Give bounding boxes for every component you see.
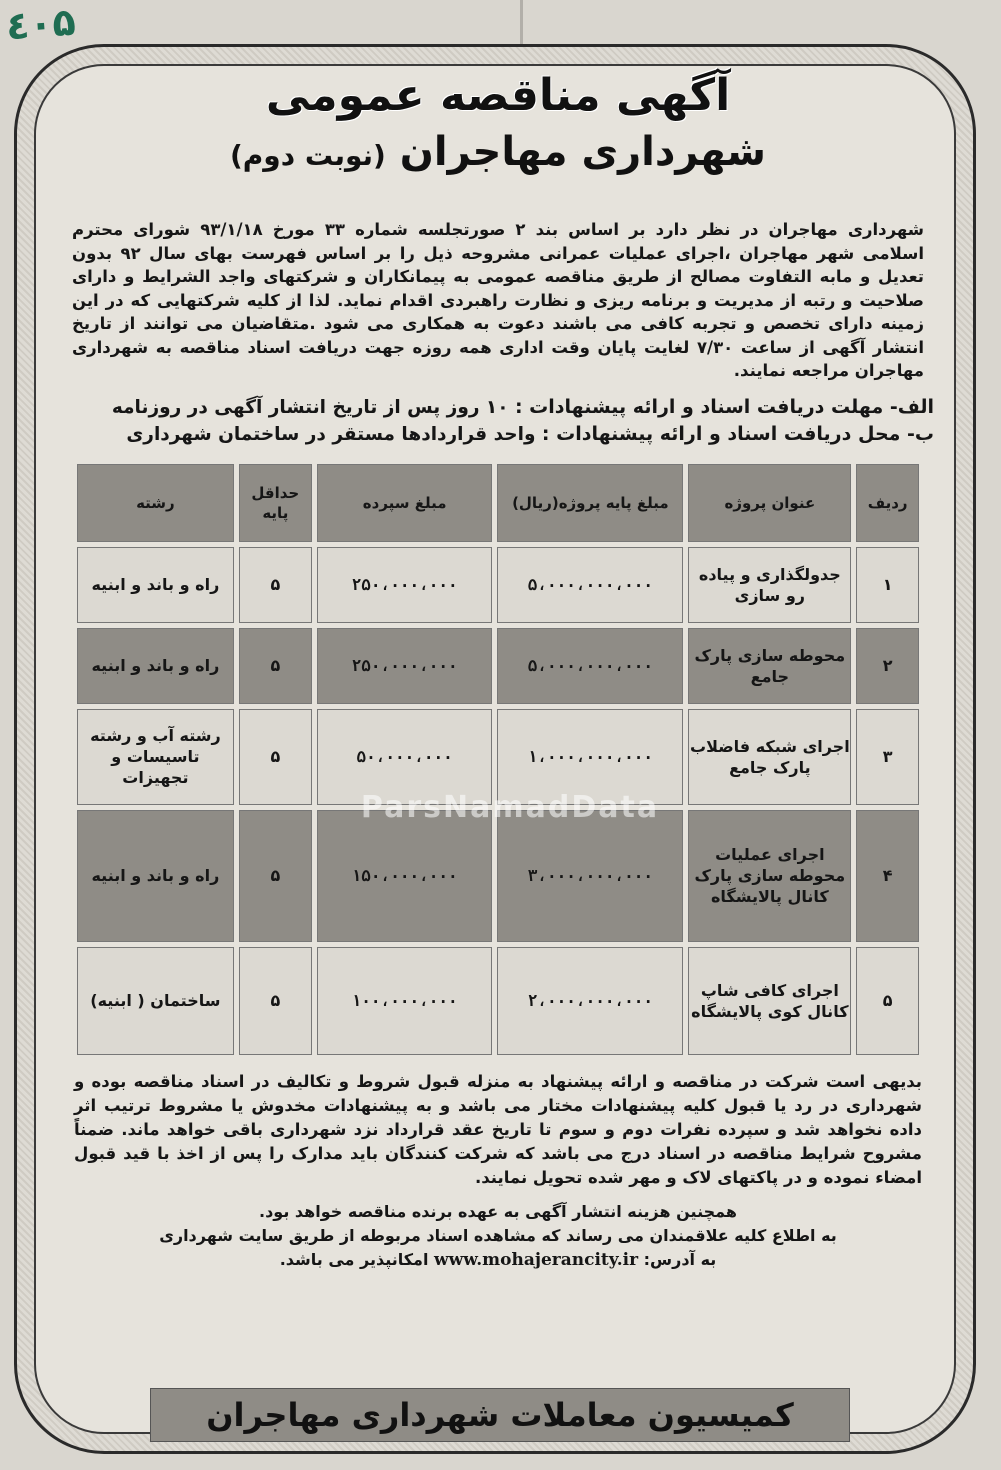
row-number: ۵ <box>856 947 919 1055</box>
header-row-number: ردیف <box>856 464 919 542</box>
project-title: اجرای کافی شاپ کانال کوی پالایشگاه <box>688 947 851 1055</box>
row-number: ۴ <box>856 810 919 942</box>
min-grade: ۵ <box>239 547 312 623</box>
row-number: ۱ <box>856 547 919 623</box>
min-grade: ۵ <box>239 628 312 704</box>
base-amount: ۲،۰۰۰،۰۰۰،۰۰۰ <box>497 947 683 1055</box>
header-base-amount: مبلغ پایه پروژه(ریال) <box>497 464 683 542</box>
field: راه و باند و ابنیه <box>77 810 234 942</box>
deposit-amount: ۱۵۰،۰۰۰،۰۰۰ <box>317 810 493 942</box>
address-line <box>58 1248 938 1272</box>
page-number: ٤۰۵ <box>4 0 78 49</box>
project-title: اجرای شبکه فاضلاب پارک جامع <box>688 709 851 805</box>
website-link[interactable]: www.mohajerancity.ir <box>434 1249 639 1270</box>
intro-paragraph: شهرداری مهاجران در نظر دارد بر اساس بند ۲ صورتجلسه شماره ۳۳ مورخ ۹۳/۱/۱۸ شورای محترم اسلامی شهر مهاجران ،اجرای عملیات عمرانی مشروحه ذیل را بر اساس فهرست بهای سال ۹۲ بدون تعدیل و مابه التفاوت مصالح از طریق مناقصه عمومی به پیمانکاران و شرکتهای واجد الشرایط و دارای صلاحیت و رتبه از مدیریت و برنامه ریزی و نظارت راهبردی اقدام نماید. لذا از کلیه شرکتهایی که در این زمینه دارای تخصص و تجربه کافی می باشند دعوت به همکاری می شود .متقاضیان می توانند از تاریخ انتشار آگهی از ساعت ۷/۳۰ لغایت پایان وقت اداری همه روزه جهت دریافت اسناد مناقصه به شهرداری مهاجران مراجعه نمایند. <box>72 220 924 380</box>
project-title: محوطه سازی پارک جامع <box>688 628 851 704</box>
municipality-name: شهرداری مهاجران <box>399 129 767 175</box>
announcement-subtitle <box>58 124 938 184</box>
table-header-row <box>77 464 919 542</box>
deadline-b-text: واحد قراردادها مستقر در ساختمان شهرداری <box>126 423 536 445</box>
deadline-b-label: ب- محل دریافت اسناد و ارائه پیشنهادات : <box>541 422 934 445</box>
base-amount: ۱،۰۰۰،۰۰۰،۰۰۰ <box>497 709 683 805</box>
base-amount: ۳،۰۰۰،۰۰۰،۰۰۰ <box>497 810 683 942</box>
base-amount: ۵،۰۰۰،۰۰۰،۰۰۰ <box>497 628 683 704</box>
deposit-amount: ۱۰۰،۰۰۰،۰۰۰ <box>317 947 493 1055</box>
table-row <box>77 547 919 623</box>
project-title: اجرای عملیات محوطه سازی پارک کانال پالایشگاه <box>688 810 851 942</box>
table-row <box>77 810 919 942</box>
min-grade: ۵ <box>239 709 312 805</box>
watermark: ParsNamadData <box>360 790 660 825</box>
row-number: ۲ <box>856 628 919 704</box>
footer-banner: کمیسیون معاملات شهرداری مهاجران <box>150 1388 850 1442</box>
info-note: به اطلاع کلیه علاقمندان می رساند که مشاهده اسناد مربوطه از طریق سایت شهرداری <box>159 1225 837 1245</box>
header-deposit: مبلغ سپرده <box>317 464 493 542</box>
deposit-amount: ۲۵۰،۰۰۰،۰۰۰ <box>317 547 493 623</box>
notes <box>58 1200 938 1272</box>
deposit-amount: ۲۵۰،۰۰۰،۰۰۰ <box>317 628 493 704</box>
header-project-title: عنوان پروژه <box>688 464 851 542</box>
min-grade: ۵ <box>239 810 312 942</box>
round-label: (نوبت دوم) <box>229 139 386 172</box>
field: راه و باند و ابنیه <box>77 628 234 704</box>
header-field: رشته <box>77 464 234 542</box>
field: راه و باند و ابنیه <box>77 547 234 623</box>
tender-table <box>72 459 924 1060</box>
announcement-title: آگهی مناقصه عمومی <box>265 70 731 121</box>
table-row <box>77 947 919 1055</box>
address-suffix: امکانپذیر می باشد. <box>279 1249 429 1269</box>
deadline-a <box>58 395 938 420</box>
field: رشته آب و رشته تاسیسات و تجهیزات <box>77 709 234 805</box>
deadline-b <box>58 422 938 447</box>
table-row <box>77 628 919 704</box>
deposit-amount: ۵۰،۰۰۰،۰۰۰ <box>317 709 493 805</box>
project-title: جدولگذاری و پیاده رو سازی <box>688 547 851 623</box>
min-grade: ۵ <box>239 947 312 1055</box>
closing-paragraph: بدیهی است شرکت در مناقصه و ارائه پیشنهاد به منزله قبول شروط و تکالیف در اسناد مناقصه بوده و شهرداری در رد یا قبول کلیه پیشنهادات مختار می باشد و به پیشنهادات مخدوش یا مشروط ترتیب اثر داده نخواهد شد و سپرده نفرات دوم و سوم تا تاریخ عقد قرارداد نزد شهرداری باقی خواهد ماند. ضمناً مشروح شرایط مناقصه در اسناد درج می باشد که شرکت کنندگان باید مدارک را پس از اخذ با قید قبول امضاء نموده و در پاکتهای لاک و مهر شده تحویل نمایند. <box>74 1071 922 1187</box>
base-amount: ۵،۰۰۰،۰۰۰،۰۰۰ <box>497 547 683 623</box>
address-prefix: به آدرس: <box>643 1249 717 1269</box>
header-min-grade: حداقل پایه <box>239 464 312 542</box>
row-number: ۳ <box>856 709 919 805</box>
announcement-content <box>58 68 938 1272</box>
deadline-a-text: ۱۰ روز پس از تاریخ انتشار آگهی در روزنامه <box>111 396 509 418</box>
cost-note: همچنین هزینه انتشار آگهی به عهده برنده مناقصه خواهد بود. <box>259 1201 737 1221</box>
deadline-a-label: الف- مهلت دریافت اسناد و ارائه پیشنهادات : <box>514 395 934 418</box>
field: ساختمان ( ابنیه) <box>77 947 234 1055</box>
